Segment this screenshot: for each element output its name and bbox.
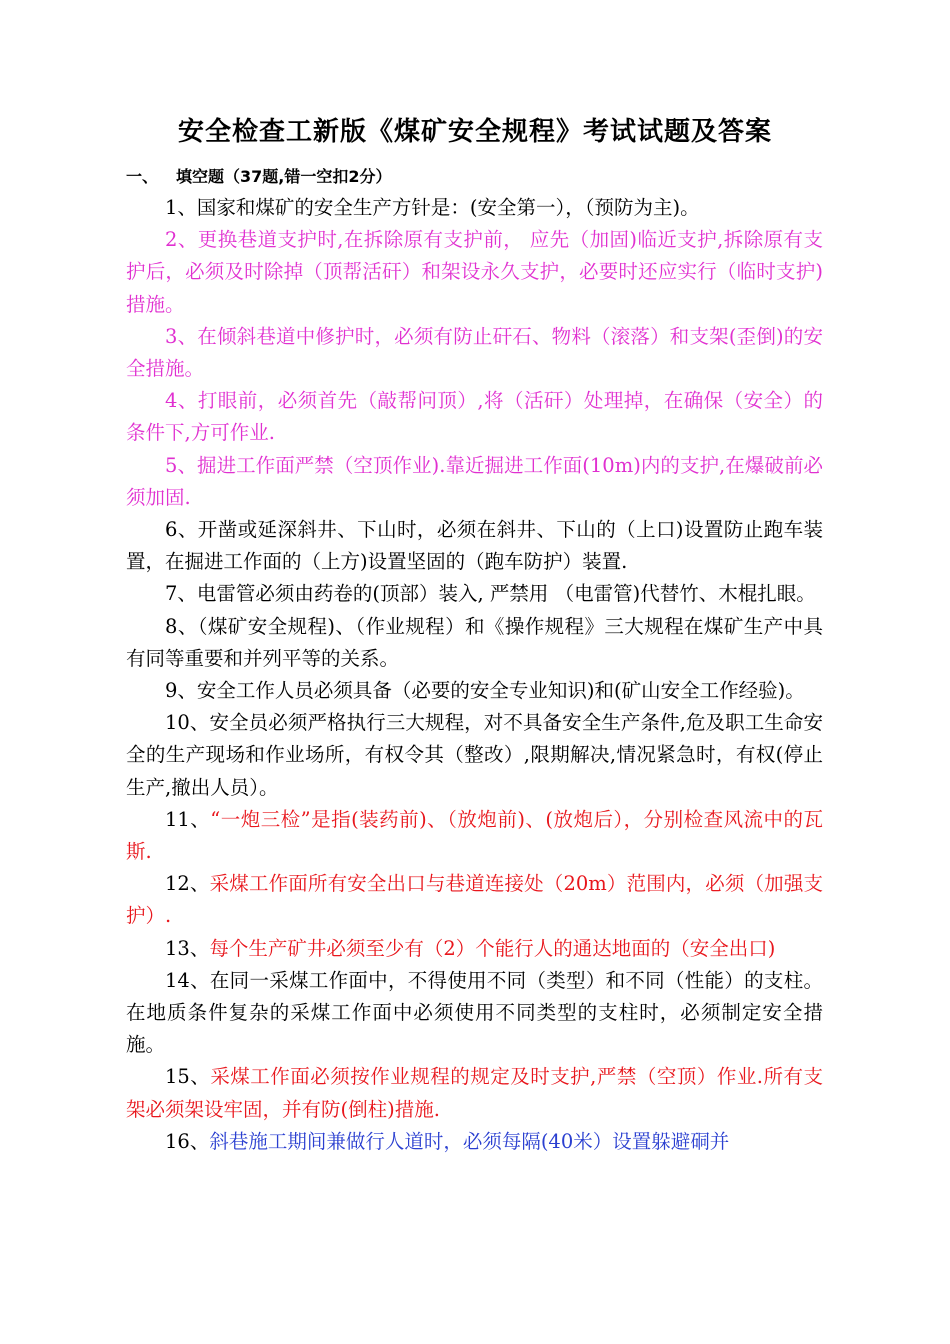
question-text: 安全工作人员必须具备（必要的安全专业知识)和(矿山安全工作经验)。 [196,679,805,703]
question-text: “一炮三检”是指(装药前)、（放炮前)、(放炮后），分别检查风流中的瓦斯. [126,807,823,864]
question-text: 在倾斜巷道中修护时，必须有防止矸石、物料（滚落）和支架(歪倒)的安全措施。 [126,324,823,381]
question-14 [126,965,823,1062]
question-text: 更换巷道支护时,在拆除原有支护前， 应先（加固)临近支护,拆除原有支护后，必须及时除掉（顶帮活矸）和架设永久支护，必要时还应实行（临时支护)措施。 [126,228,823,316]
question-number: 9、 [165,679,197,703]
question-7 [126,578,823,610]
question-number: 16、 [165,1129,210,1153]
question-11 [126,804,823,868]
question-9 [126,675,823,707]
question-number: 10、 [165,711,210,735]
question-3 [126,321,823,385]
question-4 [126,385,823,449]
question-8 [126,611,823,675]
question-10 [126,707,823,804]
question-1 [126,192,823,224]
question-number: 1、 [165,196,197,219]
question-text: 国家和煤矿的安全生产方针是：(安全第一），（预防为主)。 [196,196,700,219]
question-number: 7、 [165,582,197,606]
question-number: 15、 [165,1065,211,1089]
question-16 [126,1126,823,1158]
question-list [126,192,823,1158]
question-text: （煤矿安全规程)、（作业规程）和《操作规程》三大规程在煤矿生产中具有同等重要和并列平等的关系。 [126,614,823,670]
question-number: 8、 [165,614,198,638]
question-text: 掘进工作面严禁（空顶作业).靠近掘进工作面(10m)内的支护,在爆破前必须加固. [126,453,823,509]
question-6 [126,514,823,578]
question-text: 电雷管必须由药卷的(顶部）装入, 严禁用 （电雷管)代替竹、木棍扎眼。 [196,582,816,606]
question-text: 打眼前，必须首先（敲帮问顶）,将（活矸）处理掉，在确保（安全）的条件下,方可作业. [126,389,823,445]
section-heading [126,166,391,188]
question-number: 11、 [165,807,211,831]
question-text: 开凿或延深斜井、下山时，必须在斜井、下山的（上口)设置防止跑车装置，在掘进工作面的（上方)设置坚固的（跑车防护）装置. [126,518,823,574]
question-number: 6、 [165,518,198,542]
question-number: 13、 [165,936,210,960]
question-number: 12、 [165,872,210,896]
question-text: 安全员必须严格执行三大规程，对不具备安全生产条件,危及职工生命安全的生产现场和作业场所，有权令其（整改）,限期解决,情况紧急时，有权(停止生产,撤出人员）。 [126,711,823,799]
question-2 [126,224,823,321]
question-text: 在同一采煤工作面中，不得使用不同（类型）和不同（性能）的支柱。在地质条件复杂的采煤工作面中必须使用不同类型的支柱时，必须制定安全措施。 [126,968,823,1057]
question-number: 5、 [165,453,198,477]
question-number: 2、 [165,228,198,252]
question-text: 采煤工作面所有安全出口与巷道连接处（20m）范围内，必须（加强支护）. [126,872,823,928]
question-15 [126,1061,823,1125]
question-number: 3、 [165,324,198,348]
section-title: 填空题（37题,错一空扣2分） [176,167,392,186]
question-12 [126,868,823,932]
question-number: 4、 [165,389,198,413]
section-number: 一、 [126,167,159,186]
question-5 [126,450,823,514]
question-text: 斜巷施工期间兼做行人道时，必须每隔(40米）设置躲避硐并 [209,1129,730,1153]
question-text: 采煤工作面必须按作业规程的规定及时支护,严禁（空顶）作业.所有支架必须架设牢固，并有防(倒柱)措施. [126,1065,823,1121]
question-text: 每个生产矿井必须至少有（2）个能行人的通达地面的（安全出口) [209,936,776,960]
question-number: 14、 [165,968,210,992]
document-title: 安全检查工新版《煤矿安全规程》考试试题及答案 [177,117,772,147]
question-13 [126,933,823,965]
